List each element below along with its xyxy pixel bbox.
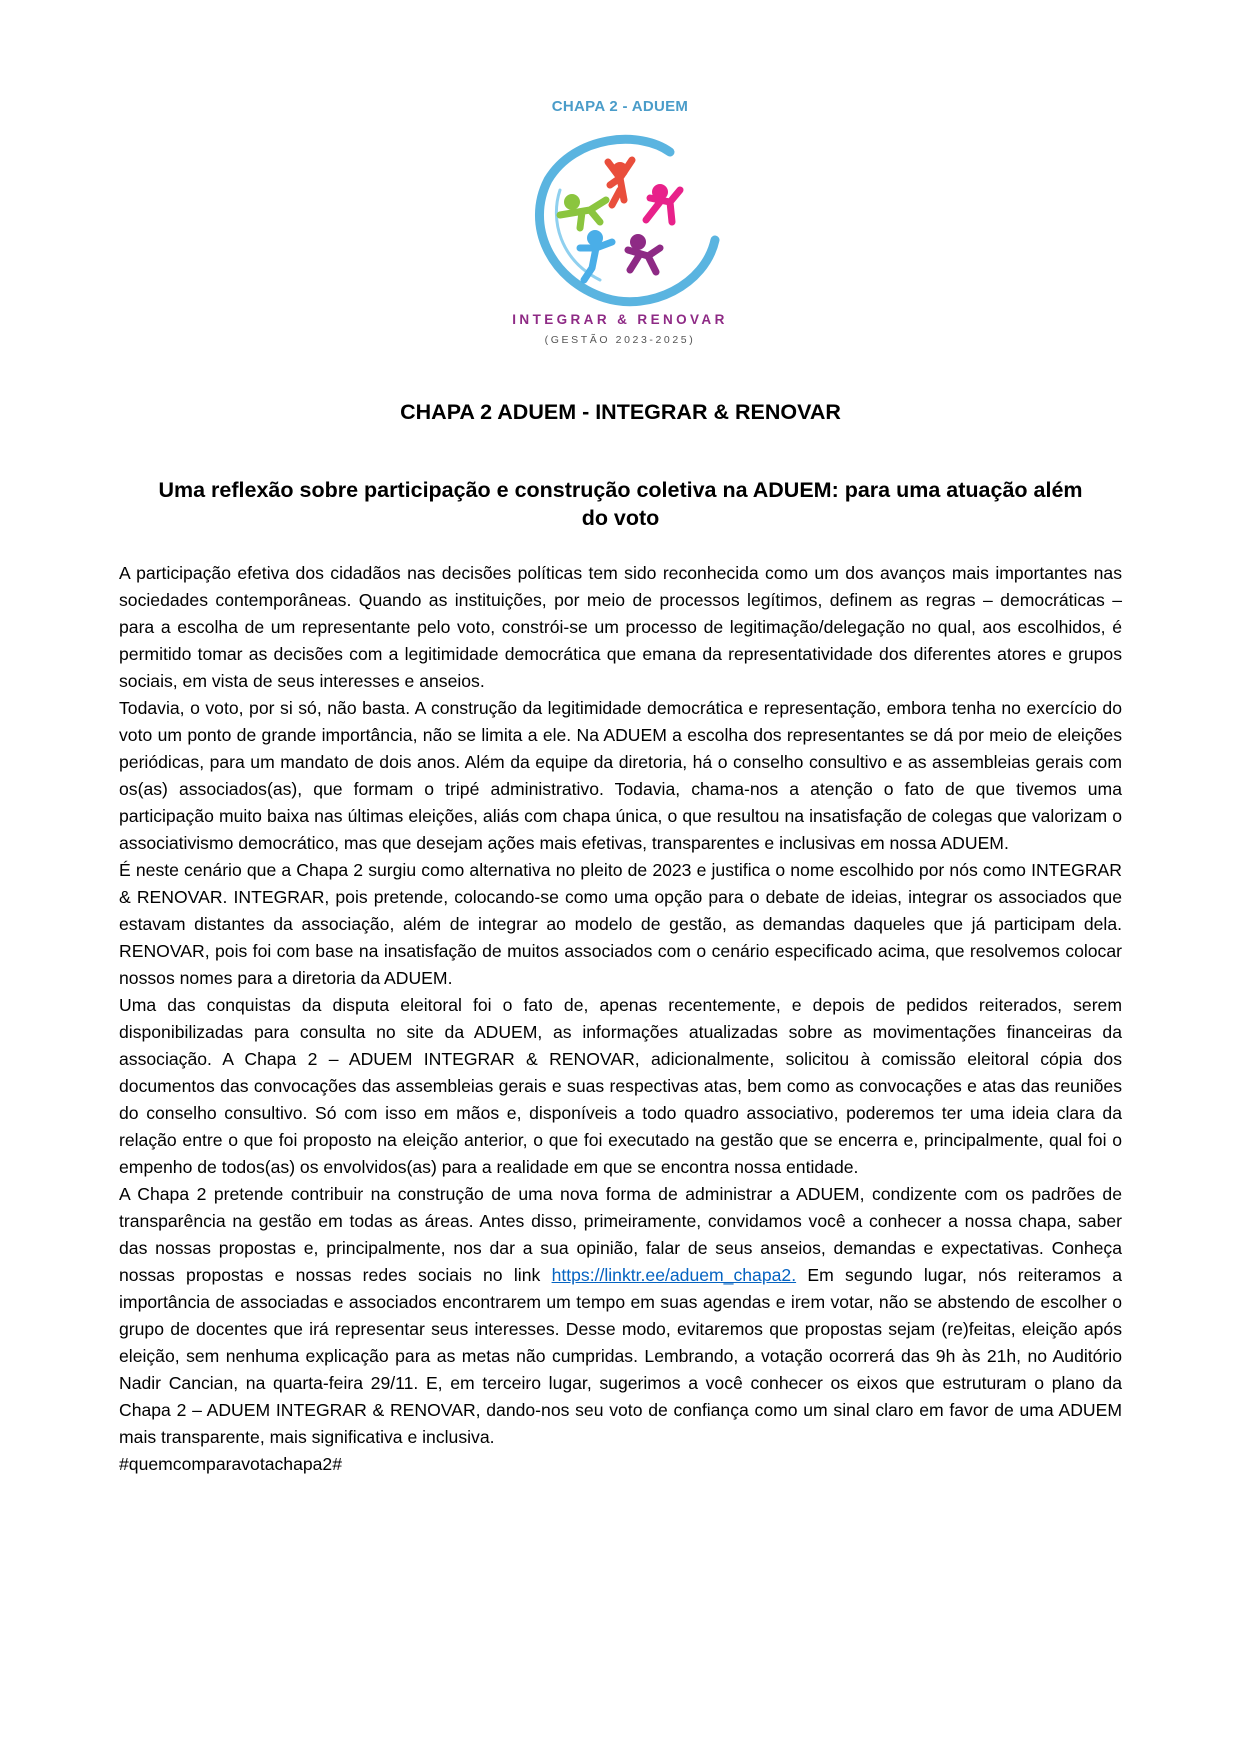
linktree-link[interactable]: https://linktr.ee/aduem_chapa2. [551,1265,797,1285]
hashtag: #quemcomparavotachapa2# [119,1454,343,1474]
paragraph-5-end: Em segundo lugar, nós reiteramos a importância de associadas e associados encontrarem um tempo em suas agendas e irem votar, não se abstendo de escolher o grupo de docentes que irá representar seus interesses. Desse modo, evitaremos que propostas sejam (re)feitas, eleição após eleição, sem nenhuma explicação para as metas não cumpridas. Lembrando, a votação ocorrerá das 9h às 21h, no Auditório Nadir Cancian, na quarta-feira 29/11. E, em terceiro lugar, sugerimos a você conhecer os eixos que estruturam o plano da Chapa 2 – ADUEM INTEGRAR & RENOVAR, dando-nos seu voto de confiança como um sinal claro em favor de uma ADUEM mais transparente, mais significativa e inclusiva. [119,1265,1122,1447]
logo-emblem-icon [520,130,720,310]
figure-purple-icon [628,234,660,272]
paragraph-3: É neste cenário que a Chapa 2 surgiu como alternativa no pleito de 2023 e justifica o nome escolhido por nós como INTEGRAR & RENOVAR. INTEGRAR, pois pretende, colocando-se como uma opção para o debate de ideias, integrar os associados que estavam distantes da associação, além de integrar ao modelo de gestão, as demandas daqueles que já participam dela. RENOVAR, pois foi com base na insatisfação de muitos associados com o cenário especificado acima, que resolvemos colocar nossos nomes para a diretoria da ADUEM. [119,860,1122,988]
figure-green-icon [560,194,606,228]
figure-pink-icon [646,184,680,222]
document-subtitle: Uma reflexão sobre participação e construção coletiva na ADUEM: para uma atuação além do voto [158,478,1083,530]
document-title: CHAPA 2 ADUEM - INTEGRAR & RENOVAR [400,400,841,424]
chapa2-logo [500,98,740,358]
figure-orange-icon [608,160,632,205]
figure-blue-icon [580,230,612,280]
logo-top-text: CHAPA 2 - ADUEM [551,98,689,115]
paragraph-2: Todavia, o voto, por si só, não basta. A construção da legitimidade democrática e representação, embora tenha no exercício do voto um ponto de grande importância, não se limita a ele. Na ADUEM a escolha dos representantes se dá por meio de eleições periódicas, para um mandato de dois anos. Além da equipe da diretoria, há o conselho consultivo e as assembleias gerais com os(as) associados(as), que formam o tripé administrativo. Todavia, chama-nos a atenção o fato de que tivemos uma participação muito baixa nas últimas eleições, aliás com chapa única, o que resultou na insatisfação de colegas que valorizam o associativismo democrático, mas que desejam ações mais efetivas, transparentes e inclusivas em nossa ADUEM. [119,698,1122,853]
paragraph-4: Uma das conquistas da disputa eleitoral foi o fato de, apenas recentemente, e depois de pedidos reiterados, serem disponibilizadas para consulta no site da ADUEM, as informações atualizadas sobre as movimentações financeiras da associação. A Chapa 2 – ADUEM INTEGRAR & RENOVAR, adicionalmente, solicitou à comissão eleitoral cópia dos documentos das convocações das assembleias gerais e suas respectivas atas, bem como as convocações e atas das reuniões do conselho consultivo. Só com isso em mãos e, disponíveis a todo quadro associativo, poderemos ter uma ideia clara da relação entre o que foi proposto na eleição anterior, o que foi executado na gestão que se encerra e, principalmente, qual foi o empenho de todos(as) os envolvidos(as) para a realidade em que se encontra nossa entidade. [119,995,1122,1177]
document-body [119,560,1122,1478]
logo-motto: INTEGRAR & RENOVAR [512,312,728,327]
paragraph-1: A participação efetiva dos cidadãos nas decisões políticas tem sido reconhecida como um dos avanços mais importantes nas sociedades contemporâneas. Quando as instituições, por meio de processos legítimos, definem as regras – democráticas – para a escolha de um representante pelo voto, constrói-se um processo de legitimação/delegação no qual, aos escolhidos, é permitido tomar as decisões com a legitimidade democrática que emana da representatividade dos diferentes atores e grupos sociais, em vista de seus interesses e anseios. [119,563,1122,691]
paragraph-5-start: A Chapa 2 pretende contribuir na construção de uma nova forma de administrar a ADUEM, condizente com os padrões de transparência na gestão em todas as áreas. Antes disso, primeiramente, convidamos você a conhecer a nossa chapa, saber das nossas propostas e, principalmente, nos dar a sua opinião, falar de seus anseios, demandas e expectativas. Conheça nossas propostas e nossas redes sociais no link [119,1184,1122,1285]
paragraph-5 [119,1181,1122,1451]
logo-period: (GESTÃO 2023-2025) [544,334,696,346]
